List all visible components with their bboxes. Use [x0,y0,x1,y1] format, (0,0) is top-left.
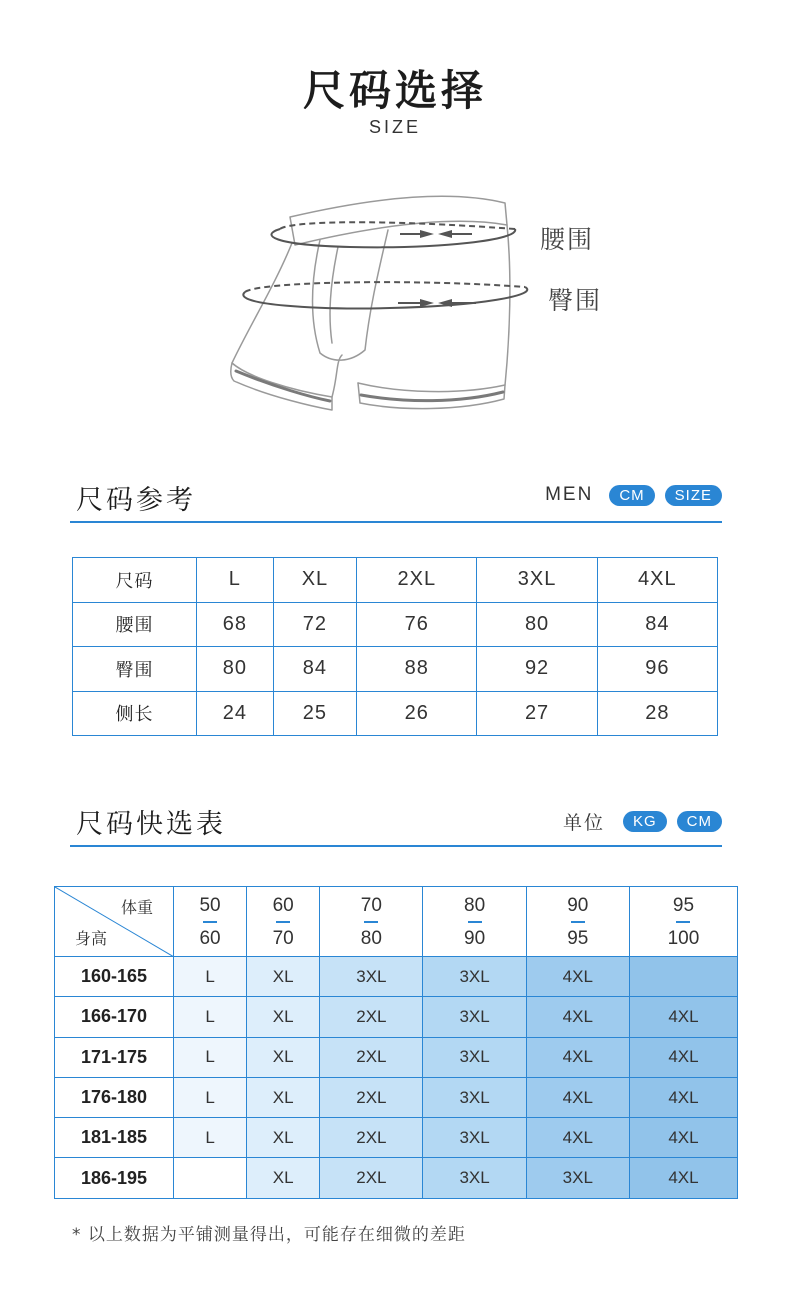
weight-from: 95 [672,894,695,916]
size-cell [629,957,737,997]
quick-size-units [563,808,722,835]
size-cell: 4XL [629,997,737,1037]
men-label: MEN [545,484,594,505]
unit-label: 单位 [562,812,605,834]
table-row [73,691,718,736]
table-cell: 3XL [477,558,597,603]
size-cell: L [174,1118,247,1158]
size-cell: 4XL [629,1158,737,1198]
size-cell: 2XL [320,997,423,1037]
table-cell: 2XL [357,558,477,603]
weight-to: 60 [199,927,221,949]
table-cell: 4XL [597,558,717,603]
footnote: * 以上数据为平铺测量得出，可能存在细微的差距 [72,1225,466,1245]
height-range-cell: 181-185 [55,1118,174,1158]
height-axis-label: 身高 [75,929,108,948]
size-cell: 4XL [526,957,629,997]
quick-size-header [70,802,722,847]
hip-label: 臀围 [548,286,603,315]
size-cell: 3XL [423,1077,526,1117]
weight-column-header [320,887,423,957]
size-cell: 3XL [526,1158,629,1198]
row-header: 腰围 [73,602,197,647]
table-corner [55,887,174,957]
size-cell: XL [247,1118,320,1158]
size-cell: XL [247,1158,320,1198]
table-cell: 96 [597,647,717,692]
table-row [55,1158,738,1198]
size-cell: 4XL [526,1118,629,1158]
weight-to: 70 [272,927,294,949]
table-cell: XL [273,558,356,603]
weight-column-header [423,887,526,957]
quick-size-table [54,886,738,1199]
weight-from: 50 [199,894,221,916]
size-cell: 3XL [423,1037,526,1077]
height-range-cell: 166-170 [55,997,174,1037]
table-cell: 28 [597,691,717,736]
unit-badge-kg: KG [623,811,667,832]
table-row [55,1077,738,1117]
table-row [55,1118,738,1158]
range-dash-icon [276,921,290,923]
size-reference-title: 尺码参考 [76,485,196,516]
size-cell: L [174,1037,247,1077]
size-reference-header [70,478,722,523]
quick-size-title: 尺码快选表 [76,809,226,840]
size-cell: 2XL [320,1158,423,1198]
size-cell: XL [247,957,320,997]
size-cell: 3XL [423,957,526,997]
range-dash-icon [468,921,482,923]
weight-to: 80 [360,927,382,949]
weight-axis-label: 体重 [120,898,153,917]
unit-badge-size: SIZE [665,485,722,506]
weight-from: 70 [360,894,382,916]
weight-column-header [174,887,247,957]
size-cell: XL [247,1037,320,1077]
table-cell: 80 [477,602,597,647]
size-cell: 4XL [629,1118,737,1158]
size-cell: L [174,997,247,1037]
table-cell: 25 [273,691,356,736]
size-cell: XL [247,997,320,1037]
size-cell: L [174,1077,247,1117]
range-dash-icon [571,921,585,923]
underwear-measurement-diagram [220,185,530,420]
table-cell: 76 [357,602,477,647]
weight-column-header [247,887,320,957]
waist-label: 腰围 [540,225,595,254]
row-header: 尺码 [73,558,197,603]
weight-from: 90 [567,894,589,916]
unit-badge-cm: CM [609,485,654,506]
table-cell: 92 [477,647,597,692]
table-cell: 26 [357,691,477,736]
table-cell: 24 [197,691,274,736]
table-cell: 72 [273,602,356,647]
size-cell: 4XL [629,1077,737,1117]
size-cell: 2XL [320,1037,423,1077]
height-range-cell: 160-165 [55,957,174,997]
size-cell: 3XL [423,1118,526,1158]
height-range-cell: 176-180 [55,1077,174,1117]
weight-to: 90 [464,927,486,949]
table-row [55,1037,738,1077]
table-row [73,647,718,692]
size-cell: 3XL [423,1158,526,1198]
row-header: 臀围 [73,647,197,692]
size-cell: 4XL [629,1037,737,1077]
table-row [55,997,738,1037]
size-cell: 4XL [526,1037,629,1077]
range-dash-icon [203,921,217,923]
table-cell: 27 [477,691,597,736]
size-cell: 3XL [423,997,526,1037]
unit-badge-cm-2: CM [677,811,722,832]
table-cell: 84 [597,602,717,647]
table-row [73,602,718,647]
table-cell: 80 [197,647,274,692]
weight-from: 60 [272,894,294,916]
size-cell: 3XL [320,957,423,997]
weight-to: 95 [567,927,589,949]
diagonal-divider [55,887,174,957]
size-cell [174,1158,247,1198]
height-range-cell: 171-175 [55,1037,174,1077]
table-cell: 88 [357,647,477,692]
hip-measure-line [243,282,527,308]
weight-from: 80 [464,894,486,916]
table-cell: 84 [273,647,356,692]
weight-column-header [526,887,629,957]
size-cell: XL [247,1077,320,1117]
size-cell: 2XL [320,1077,423,1117]
page-subtitle: SIZE [368,117,421,137]
weight-column-header [629,887,737,957]
weight-to: 100 [667,927,700,949]
range-dash-icon [676,921,690,923]
size-cell: 2XL [320,1118,423,1158]
size-cell: L [174,957,247,997]
table-row [73,558,718,603]
table-row [55,957,738,997]
size-cell: 4XL [526,1077,629,1117]
table-cell: 68 [197,602,274,647]
size-reference-table [72,557,718,736]
table-cell: L [197,558,274,603]
size-reference-units [545,484,722,506]
height-range-cell: 186-195 [55,1158,174,1198]
range-dash-icon [364,921,378,923]
weight-header-row [55,887,738,957]
page-title: 尺码选择 [302,66,487,115]
row-header: 侧长 [73,691,197,736]
size-cell: 4XL [526,997,629,1037]
